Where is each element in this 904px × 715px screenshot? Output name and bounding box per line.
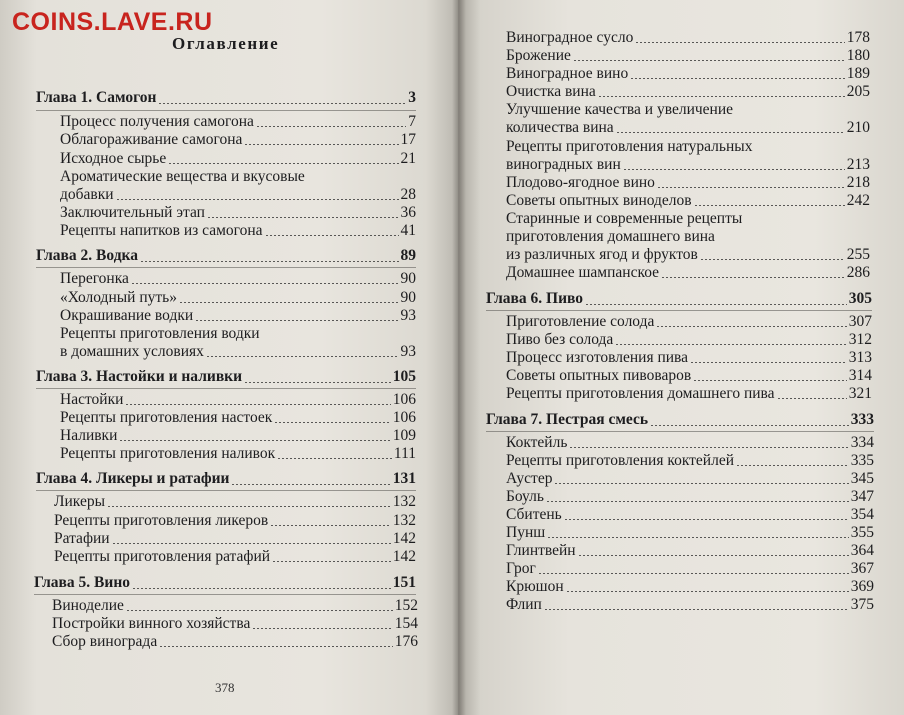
chapter-rule [36,388,416,389]
toc-entry: Рецепты приготовления ликеров 132 [54,512,416,529]
toc-entry: Приготовление солода 307 [506,313,872,330]
toc-entry: добавки 28 [60,186,416,203]
toc-chapter: Глава 4. Ликеры и ратафии 131 [36,470,416,487]
page-title: Оглавление [172,34,280,53]
toc-entry: Перегонка 90 [60,270,416,287]
toc-entry: Рецепты приготовления ратафий 142 [54,548,416,565]
toc-entry: Грог 367 [506,560,874,577]
toc-entry: Советы опытных виноделов 242 [506,192,870,209]
toc-entry: Домашнее шампанское 286 [506,264,870,281]
toc-chapter-title: Глава 1. Самогон [36,89,157,106]
toc-entry: Наливки 109 [60,427,416,444]
toc-entry: в домашних условиях 93 [60,343,416,360]
toc-entry: Постройки винного хозяйства 154 [52,615,418,632]
toc-entry-line: Рецепты приготовления натуральных [506,138,753,155]
chapter-rule [34,594,416,595]
toc-entry: Заключительный этап 36 [60,204,416,221]
toc-entry: Рецепты приготовления коктейлей 335 [506,452,874,469]
toc-entry: Плодово-ягодное вино 218 [506,174,870,191]
toc-entry: Рецепты приготовления наливок 111 [60,445,416,462]
toc-entry: Советы опытных пивоваров 314 [506,367,872,384]
toc-page-number: 3 [408,89,416,106]
toc-entry-line: Старинные и современные рецепты [506,210,743,227]
toc-entry: Сбитень 354 [506,506,874,523]
toc-entry: Исходное сырье 21 [60,150,416,167]
toc-entry-line: Улучшение качества и увеличение [506,101,734,118]
toc-entry: Коктейль 334 [506,434,874,451]
page-number: 378 [215,680,235,695]
toc-chapter [36,88,416,107]
toc-entry: Ратафии 142 [54,530,416,547]
toc-entry: Сбор винограда 176 [52,633,418,650]
chapter-rule [486,310,872,311]
toc-entry-line: Ароматические вещества и вкусовые [60,168,305,185]
right-page [458,0,904,715]
toc-entry: Настойки 106 [60,391,416,408]
toc-entry: Виноделие 152 [52,597,418,614]
toc-entry: Боуль 347 [506,488,874,505]
toc-entry: виноградных вин 213 [506,156,870,173]
chapter-rule [36,110,416,111]
toc-entry: Флип 375 [506,596,874,613]
toc-entry: количества вина 210 [506,119,870,136]
toc-chapter: Глава 7. Пестрая смесь 333 [486,411,874,428]
toc-entry: Процесс изготовления пива 313 [506,349,872,366]
toc-entry: Пунш 355 [506,524,874,541]
toc-entry: Виноградное вино 189 [506,65,870,82]
toc-entry: Ликеры 132 [54,493,416,510]
book-spine [452,0,466,715]
toc-entry: Крюшон 369 [506,578,874,595]
toc-entry: из различных ягод и фруктов 255 [506,246,870,263]
toc-entry: Виноградное сусло 178 [506,29,870,46]
toc-entry: Рецепты приготовления домашнего пива 321 [506,385,872,402]
toc-entry-line: приготовления домашнего вина [506,228,715,245]
toc-entry: Окрашивание водки 93 [60,307,416,324]
toc-entry: Глинтвейн 364 [506,542,874,559]
toc-entry: Рецепты приготовления настоек 106 [60,409,416,426]
chapter-rule [36,267,416,268]
toc-entry: Брожение 180 [506,47,870,64]
toc-chapter: Глава 6. Пиво 305 [486,290,872,307]
toc-entry: Процесс получения самогона 7 [60,113,416,130]
toc-chapter: Глава 5. Вино 151 [34,574,416,591]
toc-entry: Облагораживание самогона 17 [60,131,416,148]
toc-chapter: Глава 2. Водка 89 [36,247,416,264]
toc-entry: «Холодный путь» 90 [60,289,416,306]
toc-entry: Пиво без солода 312 [506,331,872,348]
toc-chapter: Глава 3. Настойки и наливки 105 [36,368,416,385]
chapter-rule [486,431,874,432]
toc-entry-line: Рецепты приготовления водки [60,325,260,342]
toc-entry: Очистка вина 205 [506,83,870,100]
watermark: COINS.LAVE.RU [12,8,213,36]
toc-entry: Аустер 345 [506,470,874,487]
chapter-rule [36,490,416,491]
toc-entry: Рецепты напитков из самогона 41 [60,222,416,239]
